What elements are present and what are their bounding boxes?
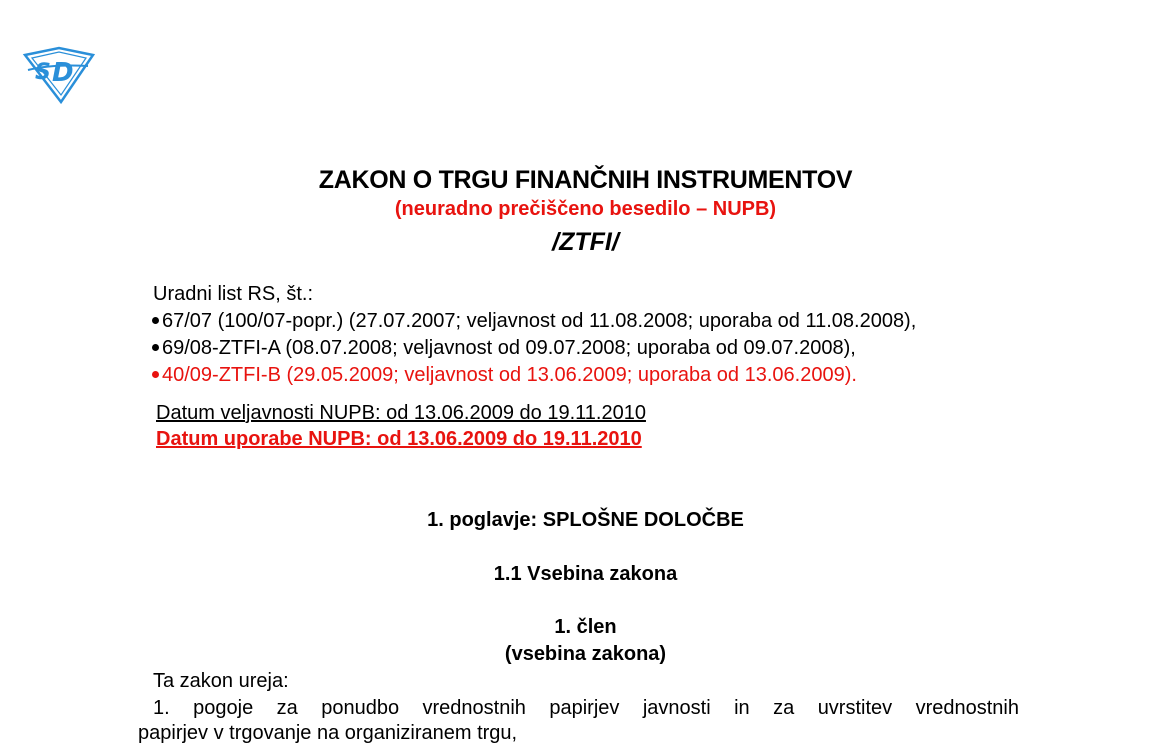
chapter-heading: 1. poglavje: SPLOŠNE DOLOČBE [427, 509, 744, 531]
section-heading: 1.1 Vsebina zakona [493, 563, 678, 585]
article-item-line: 1. pogoje za ponudbo vrednostnih papirjev javnosti in za uvrstitev vrednostnih [153, 697, 1019, 719]
document-title: ZAKON O TRGU FINANČNIH INSTRUMENTOV [318, 166, 853, 194]
bullet-icon [152, 344, 159, 351]
document-subtitle: (neuradno prečiščeno besedilo – NUPB) [394, 198, 777, 220]
svg-text:S: S [35, 60, 51, 85]
gazette-label: Uradni list RS, št.: [153, 283, 314, 305]
article-number: 1. člen [554, 616, 617, 638]
bullet-icon [152, 371, 159, 378]
gazette-entry-text: 67/07 (100/07-popr.) (27.07.2007; veljavnost od 11.08.2008; uporaba od 11.08.2008), [162, 310, 917, 332]
gazette-entry [152, 310, 916, 333]
sd-shield-logo-icon [22, 46, 96, 106]
article-intro: Ta zakon ureja: [153, 670, 289, 692]
gazette-entry [152, 364, 857, 387]
validity-date: Datum veljavnosti NUPB: od 13.06.2009 do 19.11.2010 [156, 402, 646, 424]
article-item-line: papirjev v trgovanje na organiziranem trgu, [138, 722, 518, 744]
bullet-icon [152, 317, 159, 324]
gazette-entry-text: 69/08-ZTFI-A (08.07.2008; veljavnost od 09.07.2008; uporaba od 09.07.2008), [162, 337, 856, 359]
article-title: (vsebina zakona) [504, 643, 667, 665]
application-date: Datum uporabe NUPB: od 13.06.2009 do 19.11.2010 [156, 428, 642, 450]
gazette-entry [152, 337, 856, 360]
law-abbreviation: /ZTFI/ [552, 228, 619, 256]
gazette-entry-text: 40/09-ZTFI-B (29.05.2009; veljavnost od 13.06.2009; uporaba od 13.06.2009). [162, 364, 857, 386]
svg-text:D: D [52, 58, 74, 88]
